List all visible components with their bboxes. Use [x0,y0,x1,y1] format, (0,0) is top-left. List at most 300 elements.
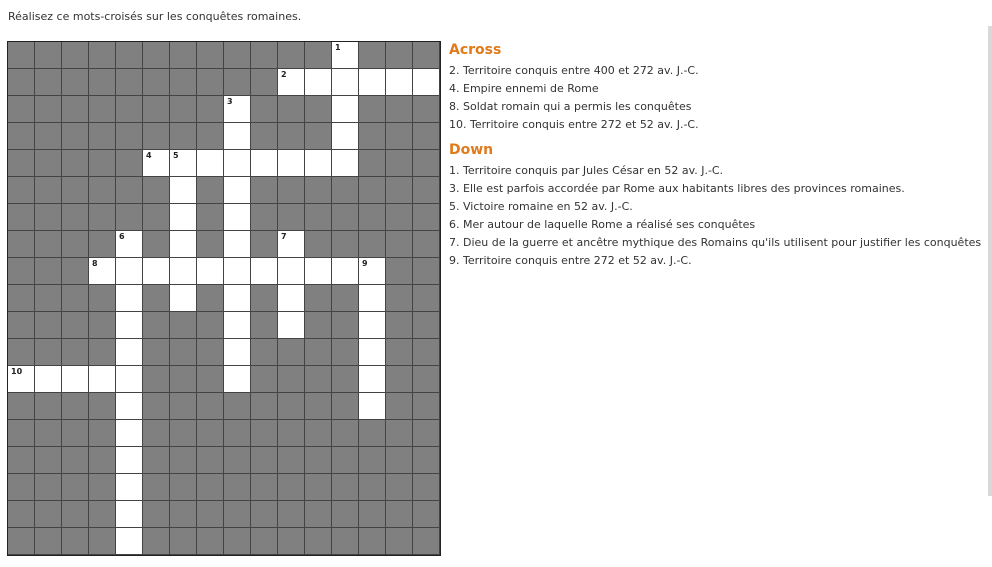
down-clue: 7. Dieu de la guerre et ancêtre mythique des Romains qu'ils utilisent pour justifier les conquêtes [449,236,982,249]
grid-cell-blocked [89,231,116,258]
grid-cell-blocked [413,231,440,258]
grid-cell-blocked [413,501,440,528]
grid-cell-blocked [224,393,251,420]
grid-cell-blocked [278,123,305,150]
grid-cell-input[interactable] [359,339,386,366]
grid-cell-blocked [305,447,332,474]
grid-cell-blocked [197,177,224,204]
grid-cell-blocked [251,69,278,96]
grid-cell-blocked [251,204,278,231]
grid-cell-blocked [386,285,413,312]
grid-cell-blocked [143,474,170,501]
grid-cell-blocked [62,285,89,312]
grid-cell-blocked [35,474,62,501]
grid-cell-input[interactable] [116,231,143,258]
grid-cell-blocked [386,501,413,528]
grid-cell-blocked [116,69,143,96]
grid-cell-input[interactable] [332,123,359,150]
grid-cell-input[interactable] [170,204,197,231]
grid-cell-blocked [413,420,440,447]
grid-cell-input[interactable] [62,366,89,393]
down-heading: Down [449,142,494,158]
grid-cell-blocked [386,177,413,204]
grid-cell-input[interactable] [413,69,440,96]
grid-cell-blocked [305,393,332,420]
grid-cell-blocked [62,258,89,285]
grid-cell-input[interactable] [251,150,278,177]
grid-cell-blocked [305,42,332,69]
grid-cell-blocked [62,69,89,96]
across-clue: 8. Soldat romain qui a permis les conquêtes [449,100,692,113]
grid-cell-blocked [278,366,305,393]
grid-cell-blocked [170,339,197,366]
grid-cell-blocked [386,366,413,393]
grid-cell-blocked [305,285,332,312]
clue-number: 5 [173,151,179,160]
grid-cell-blocked [251,285,278,312]
grid-cell-blocked [251,312,278,339]
grid-cell-blocked [197,312,224,339]
grid-cell-blocked [170,312,197,339]
grid-cell-blocked [89,177,116,204]
grid-cell-blocked [89,339,116,366]
grid-cell-blocked [170,366,197,393]
grid-cell-blocked [143,204,170,231]
grid-cell-blocked [35,177,62,204]
grid-cell-blocked [413,366,440,393]
grid-cell-blocked [278,204,305,231]
down-clue: 5. Victoire romaine en 52 av. J.-C. [449,200,633,213]
grid-cell-blocked [35,42,62,69]
grid-cell-blocked [89,96,116,123]
clue-number: 8 [92,259,98,268]
grid-cell-blocked [359,42,386,69]
grid-cell-blocked [251,366,278,393]
grid-cell-blocked [386,393,413,420]
grid-cell-input[interactable] [332,258,359,285]
grid-cell-blocked [62,312,89,339]
grid-cell-blocked [359,123,386,150]
grid-cell-blocked [35,528,62,555]
grid-cell-blocked [386,204,413,231]
grid-cell-blocked [197,474,224,501]
down-clue: 9. Territoire conquis entre 272 et 52 av. J.-C. [449,254,692,267]
grid-cell-blocked [8,528,35,555]
grid-cell-blocked [170,123,197,150]
grid-cell-blocked [386,150,413,177]
grid-cell-blocked [35,231,62,258]
grid-cell-blocked [62,447,89,474]
grid-cell-blocked [89,528,116,555]
grid-cell-blocked [278,177,305,204]
grid-cell-input[interactable] [251,258,278,285]
grid-cell-blocked [386,231,413,258]
grid-cell-blocked [305,474,332,501]
grid-cell-blocked [143,528,170,555]
grid-cell-blocked [143,123,170,150]
grid-cell-input[interactable] [224,258,251,285]
grid-cell-blocked [305,123,332,150]
grid-cell-blocked [359,204,386,231]
grid-cell-input[interactable] [116,393,143,420]
grid-cell-blocked [8,231,35,258]
grid-cell-input[interactable] [224,312,251,339]
grid-cell-blocked [413,393,440,420]
grid-cell-blocked [413,528,440,555]
grid-cell-blocked [116,123,143,150]
grid-cell-blocked [8,42,35,69]
grid-cell-blocked [35,204,62,231]
grid-cell-input[interactable] [332,42,359,69]
grid-cell-blocked [278,420,305,447]
grid-cell-blocked [197,123,224,150]
grid-cell-input[interactable] [170,150,197,177]
grid-cell-blocked [8,258,35,285]
grid-cell-blocked [8,204,35,231]
grid-cell-blocked [386,474,413,501]
grid-cell-blocked [116,204,143,231]
grid-cell-blocked [224,447,251,474]
grid-cell-blocked [224,501,251,528]
grid-cell-blocked [386,96,413,123]
grid-cell-blocked [359,528,386,555]
grid-cell-input[interactable] [224,177,251,204]
grid-cell-blocked [143,366,170,393]
grid-cell-blocked [413,150,440,177]
grid-cell-blocked [35,69,62,96]
grid-cell-blocked [386,528,413,555]
grid-cell-input[interactable] [359,312,386,339]
grid-cell-blocked [305,528,332,555]
grid-cell-blocked [332,231,359,258]
grid-cell-input[interactable] [116,339,143,366]
grid-cell-blocked [332,312,359,339]
grid-cell-blocked [62,474,89,501]
grid-cell-blocked [251,177,278,204]
grid-cell-blocked [359,177,386,204]
grid-cell-input[interactable] [332,150,359,177]
grid-cell-blocked [143,42,170,69]
grid-cell-input[interactable] [278,150,305,177]
grid-cell-input[interactable] [116,474,143,501]
grid-cell-blocked [251,123,278,150]
grid-cell-blocked [143,231,170,258]
grid-cell-blocked [197,420,224,447]
grid-cell-blocked [89,150,116,177]
grid-cell-blocked [62,42,89,69]
grid-cell-blocked [332,204,359,231]
grid-cell-blocked [170,447,197,474]
grid-cell-blocked [35,150,62,177]
grid-cell-input[interactable] [224,150,251,177]
grid-cell-blocked [332,393,359,420]
grid-cell-blocked [413,96,440,123]
grid-cell-input[interactable] [116,285,143,312]
grid-cell-blocked [62,393,89,420]
grid-cell-blocked [8,339,35,366]
grid-cell-blocked [278,501,305,528]
clue-number: 3 [227,97,233,106]
crossword-grid [7,41,441,556]
grid-cell-input[interactable] [305,258,332,285]
grid-cell-blocked [413,339,440,366]
grid-cell-input[interactable] [116,258,143,285]
grid-cell-input[interactable] [35,366,62,393]
grid-cell-blocked [359,150,386,177]
grid-cell-blocked [143,501,170,528]
grid-cell-blocked [35,420,62,447]
grid-cell-input[interactable] [170,177,197,204]
grid-cell-input[interactable] [224,231,251,258]
clue-number: 4 [146,151,152,160]
grid-cell-input[interactable] [116,447,143,474]
grid-cell-blocked [35,285,62,312]
grid-cell-blocked [170,42,197,69]
across-clue: 2. Territoire conquis entre 400 et 272 av. J.-C. [449,64,699,77]
grid-cell-blocked [359,96,386,123]
grid-cell-input[interactable] [116,420,143,447]
grid-cell-blocked [332,339,359,366]
grid-cell-blocked [386,339,413,366]
grid-cell-blocked [89,312,116,339]
grid-cell-blocked [251,501,278,528]
grid-cell-blocked [197,393,224,420]
grid-cell-blocked [332,420,359,447]
grid-cell-blocked [278,42,305,69]
grid-cell-blocked [197,204,224,231]
grid-cell-input[interactable] [224,285,251,312]
grid-cell-blocked [89,474,116,501]
clue-number: 1 [335,43,341,52]
down-clue-list [449,162,989,270]
grid-cell-blocked [62,150,89,177]
grid-cell-blocked [305,96,332,123]
grid-cell-blocked [35,393,62,420]
grid-cell-blocked [413,312,440,339]
grid-cell-input[interactable] [224,204,251,231]
grid-cell-input[interactable] [278,231,305,258]
grid-cell-blocked [8,69,35,96]
grid-cell-blocked [305,312,332,339]
grid-cell-input[interactable] [278,285,305,312]
grid-cell-blocked [305,366,332,393]
grid-cell-blocked [251,42,278,69]
grid-cell-input[interactable] [224,339,251,366]
grid-cell-blocked [197,501,224,528]
grid-cell-blocked [170,474,197,501]
grid-cell-blocked [251,528,278,555]
grid-cell-blocked [305,501,332,528]
grid-cell-blocked [332,447,359,474]
grid-cell-blocked [278,393,305,420]
grid-cell-blocked [305,204,332,231]
down-clue: 6. Mer autour de laquelle Rome a réalisé ses conquêtes [449,218,756,231]
grid-cell-blocked [332,528,359,555]
grid-cell-blocked [89,420,116,447]
grid-cell-blocked [224,42,251,69]
grid-cell-input[interactable] [143,258,170,285]
grid-cell-blocked [62,339,89,366]
grid-cell-input[interactable] [170,258,197,285]
down-clue: 3. Elle est parfois accordée par Rome aux habitants libres des provinces romaines. [449,182,905,195]
grid-cell-blocked [251,96,278,123]
grid-cell-blocked [251,447,278,474]
grid-cell-blocked [278,528,305,555]
grid-cell-blocked [332,474,359,501]
clue-number: 10 [11,367,23,376]
grid-cell-blocked [197,339,224,366]
grid-cell-input[interactable] [170,285,197,312]
grid-cell-input[interactable] [116,501,143,528]
clue-number: 7 [281,232,287,241]
grid-cell-input[interactable] [89,366,116,393]
grid-cell-blocked [224,474,251,501]
across-clue: 4. Empire ennemi de Rome [449,82,599,95]
grid-cell-blocked [143,96,170,123]
grid-cell-input[interactable] [332,69,359,96]
grid-cell-blocked [305,420,332,447]
grid-cell-blocked [413,177,440,204]
grid-cell-blocked [386,420,413,447]
grid-cell-blocked [89,42,116,69]
grid-cell-input[interactable] [359,393,386,420]
grid-cell-blocked [8,474,35,501]
grid-cell-blocked [116,177,143,204]
grid-cell-blocked [251,420,278,447]
grid-cell-blocked [386,258,413,285]
grid-cell-blocked [143,69,170,96]
grid-cell-blocked [359,447,386,474]
down-clue: 1. Territoire conquis par Jules César en 52 av. J.-C. [449,164,724,177]
grid-cell-blocked [170,69,197,96]
grid-cell-blocked [62,177,89,204]
page-scrollbar[interactable] [988,26,992,496]
grid-cell-blocked [332,177,359,204]
grid-cell-input[interactable] [332,96,359,123]
grid-cell-blocked [8,123,35,150]
grid-cell-blocked [143,339,170,366]
grid-cell-blocked [62,528,89,555]
grid-cell-blocked [35,339,62,366]
grid-cell-input[interactable] [305,150,332,177]
grid-cell-input[interactable] [359,285,386,312]
grid-cell-input[interactable] [89,258,116,285]
grid-cell-blocked [332,366,359,393]
grid-cell-blocked [143,312,170,339]
grid-cell-blocked [386,447,413,474]
grid-cell-blocked [8,312,35,339]
grid-cell-input[interactable] [224,366,251,393]
grid-cell-blocked [8,150,35,177]
grid-cell-blocked [62,501,89,528]
grid-cell-input[interactable] [170,231,197,258]
grid-cell-blocked [62,231,89,258]
grid-cell-blocked [89,447,116,474]
grid-cell-blocked [62,420,89,447]
grid-cell-input[interactable] [386,69,413,96]
grid-cell-input[interactable] [116,312,143,339]
grid-cell-blocked [359,231,386,258]
grid-cell-blocked [89,285,116,312]
grid-cell-blocked [386,123,413,150]
grid-cell-input[interactable] [143,150,170,177]
grid-cell-blocked [143,420,170,447]
grid-cell-blocked [35,447,62,474]
grid-cell-blocked [197,69,224,96]
grid-cell-blocked [35,123,62,150]
grid-cell-blocked [197,447,224,474]
grid-cell-blocked [170,528,197,555]
grid-cell-blocked [305,339,332,366]
grid-cell-blocked [8,393,35,420]
grid-cell-blocked [89,501,116,528]
grid-cell-blocked [224,69,251,96]
grid-cell-blocked [413,285,440,312]
grid-cell-input[interactable] [8,366,35,393]
grid-cell-blocked [89,393,116,420]
grid-cell-input[interactable] [305,69,332,96]
grid-cell-input[interactable] [116,528,143,555]
grid-cell-blocked [413,258,440,285]
grid-cell-input[interactable] [359,69,386,96]
grid-cell-blocked [251,393,278,420]
grid-cell-blocked [8,501,35,528]
grid-cell-blocked [89,204,116,231]
grid-cell-input[interactable] [116,366,143,393]
grid-cell-blocked [35,96,62,123]
grid-cell-blocked [35,312,62,339]
grid-cell-blocked [143,177,170,204]
grid-cell-blocked [197,231,224,258]
grid-cell-input[interactable] [278,258,305,285]
clues-panel [449,42,989,278]
grid-cell-blocked [62,96,89,123]
grid-cell-input[interactable] [224,123,251,150]
grid-cell-blocked [116,96,143,123]
grid-cell-blocked [386,312,413,339]
grid-cell-blocked [62,123,89,150]
grid-cell-blocked [332,501,359,528]
grid-cell-blocked [359,501,386,528]
grid-cell-blocked [89,69,116,96]
grid-cell-blocked [251,474,278,501]
grid-cell-blocked [386,42,413,69]
clue-number: 6 [119,232,125,241]
grid-cell-input[interactable] [359,366,386,393]
grid-cell-blocked [116,42,143,69]
instructions-text: Réalisez ce mots-croisés sur les conquêtes romaines. [8,10,302,23]
grid-cell-input[interactable] [278,312,305,339]
grid-cell-blocked [278,339,305,366]
grid-cell-blocked [332,285,359,312]
grid-cell-blocked [197,285,224,312]
grid-cell-input[interactable] [197,150,224,177]
grid-cell-blocked [62,204,89,231]
grid-cell-blocked [170,393,197,420]
grid-cell-blocked [251,231,278,258]
grid-cell-blocked [143,447,170,474]
grid-cell-input[interactable] [224,96,251,123]
grid-cell-blocked [170,501,197,528]
grid-cell-blocked [359,420,386,447]
grid-cell-blocked [413,123,440,150]
grid-cell-blocked [197,96,224,123]
grid-cell-blocked [35,258,62,285]
grid-cell-input[interactable] [278,69,305,96]
grid-cell-blocked [8,420,35,447]
grid-cell-input[interactable] [197,258,224,285]
grid-cell-input[interactable] [359,258,386,285]
